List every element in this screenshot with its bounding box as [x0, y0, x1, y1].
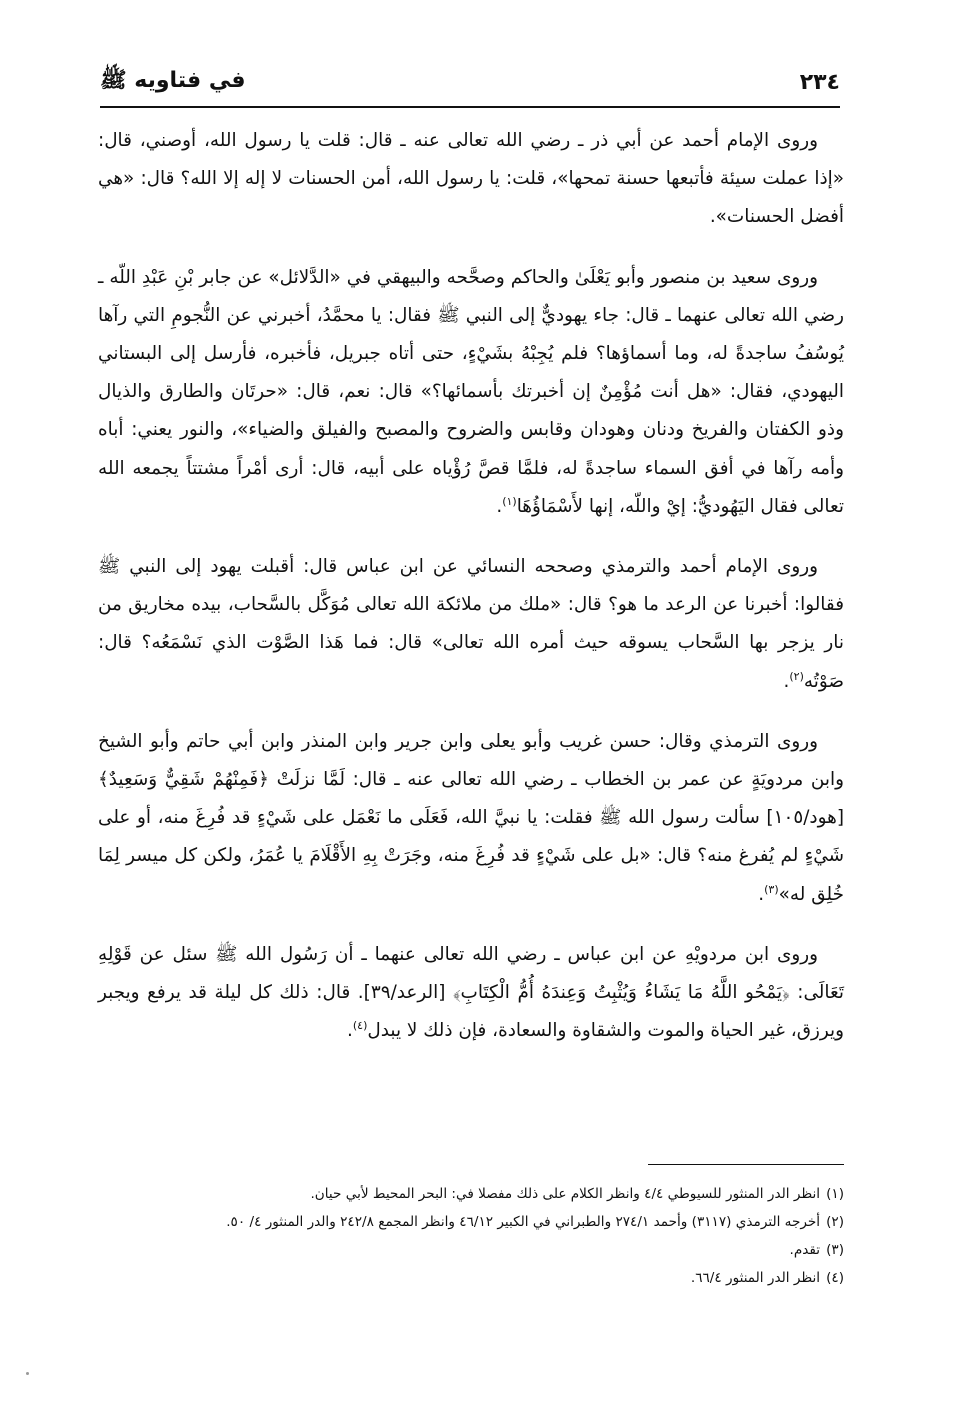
footnote-text: تقدم. [789, 1242, 821, 1258]
paragraph: وروى الترمذي وقال: حسن غريب وأبو يعلى وابن جرير وابن المنذر وابن أبي حاتم وأبو الشيخ وابن مردويَةٍ عن عمر بن الخطاب ـ رضي الله تعالى عنه ـ قال: لَمَّا نزلَتْ ﴿فَمِنْهُمْ شَقِيٌّ وَسَعِيدٌ﴾ [هود/١٠٥] سألت رسول الله ﷺ فقلت: يا نبيَّ الله، فَعَلَى ما نَعْمَل على شَيْءٍ قد فُرِغَ منه، أو على شَيْءٍ لم يُفرغ منه؟ قال: «بل على شَيْءٍ قد فُرِغَ منه، وجَرَتْ بِهِ الأَقْلَامَ يا عُمَرُ، ولكن كل ميسر لِمَا خُلِق له»$^{(٣)}$. [98, 730, 844, 905]
paragraph-text: وروى ابن مردويْهِ عن ابن عباس ـ رضي الله تعالى عنهما ـ أن رَسُول الله ﷺ سئل عن قَوْلِهِ تَعَالَى: ﴿يَمْحُو اللَّهُ مَا يَشَاءُ وَيُثْبِتُ وَعِندَهُ أُمُّ الْكِتَابِ﴾ [الرعد/٣٩]. قال: ذلك كل ليلة قد يرفع ويجبر ويرزق، غير الحياة والموت والشقاوة والسعادة، فإن ذلك لا يبدل [98, 943, 844, 1042]
paragraph: وروى الإمام أحمد والترمذي وصححه النسائي عن ابن عباس قال: أقبلت يهود إلى النبي ﷺ فقالوا: أخبرنا عن الرعد ما هو؟ قال: «ملك من ملائكة الله تعالى مُوَكَّل بالسَّحاب، بيده مخاريق من نار يزجر بها السَّحاب يسوقه حيث أمره الله تعالى» قال: فما هَذا الصَّوْت الذي نَسْمَعُه؟ قال: صَوْتُه$^{(٢)}$. [98, 556, 844, 692]
footnote-text: أخرجه الترمذي (٣١١٧) وأحمد ٢٧٤/١ والطبراني في الكبير ٤٦/١٢ وانظر المجمع ٢٤٢/٨ والدر المنثور ٤/ ٥٠. [226, 1214, 821, 1230]
footnote-divider [648, 1164, 844, 1165]
footnote-text: انظر الدر المنثور للسيوطي ٤/٤ وانظر الكلام على ذلك مفصلا في: البحر المحيط لأبي حيان. [310, 1186, 821, 1202]
footnote [98, 1264, 844, 1292]
scan-speck [26, 1372, 29, 1375]
footnote-number: (٤) [826, 1270, 844, 1286]
paragraph-text: وروى الإمام أحمد عن أبي ذر ـ رضي الله تعالى عنه ـ قال: قلت يا رسول الله، أوصني، قال: «إذا عملت سيئة فأتبعها حسنة تمحها»، قلت: يا رسول الله، أمن الحسنات لا إله إلا الله؟ قال: «هي أفضل الحسنات». [98, 130, 844, 228]
paragraph: وروى ابن مردويْهِ عن ابن عباس ـ رضي الله تعالى عنهما ـ أن رَسُول الله ﷺ سئل عن قَوْلِهِ تَعَالَى: ﴿يَمْحُو اللَّهُ مَا يَشَاءُ وَيُثْبِتُ وَعِندَهُ أُمُّ الْكِتَابِ﴾ [الرعد/٣٩]. قال: ذلك كل ليلة قد يرفع ويجبر ويرزق، غير الحياة والموت والشقاوة والسعادة، فإن ذلك لا يبدل$^{(٤)}$. [98, 943, 844, 1042]
paragraph-text: وروى الإمام أحمد والترمذي وصححه النسائي عن ابن عباس قال: أقبلت يهود إلى النبي ﷺ فقالوا: أخبرنا عن الرعد ما هو؟ قال: «ملك من ملائكة الله تعالى مُوَكَّل بالسَّحاب، بيده مخاريق من نار يزجر بها السَّحاب يسوقه حيث أمره الله تعالى» قال: فما هَذا الصَّوْت الذي نَسْمَعُه؟ قال: صَوْتُه [98, 556, 844, 692]
paragraph-text: وروى الترمذي وقال: حسن غريب وأبو يعلى وابن جرير وابن المنذر وابن أبي حاتم وأبو الشيخ وابن مردويَةٍ عن عمر بن الخطاب ـ رضي الله تعالى عنه ـ قال: لَمَّا نزلَتْ ﴿فَمِنْهُمْ شَقِيٌّ وَسَعِيدٌ﴾ [هود/١٠٥] سألت رسول الله ﷺ فقلت: يا نبيَّ الله، فَعَلَى ما نَعْمَل على شَيْءٍ قد فُرِغَ منه، أو على شَيْءٍ لم يُفرغ منه؟ قال: «بل على شَيْءٍ قد فُرِغَ منه، وجَرَتْ بِهِ الأَقْلَامَ يا عُمَرُ، ولكن كل ميسر لِمَا خُلِق له» [98, 730, 844, 905]
paragraph: وروى سعيد بن منصور وأبو يَعْلَىٰ والحاكم وصحَّحه والبيهقي في «الدَّلائل» عن جابر بْنِ عَبْدِ اللّه ـ رضي الله تعالى عنهما ـ قال: جاء يهوديٌّ إلى النبي ﷺ فقال: يا محمَّدُ، أخبرني عن النُّجومِ التي رآها يُوسُفُ ساجدةً له، وما أسماؤها؟ فلم يُجِبْهُ بشَيْءٍ، حتى أتاه جبريل، فأخبره، فأرسل إلى البستاني اليهودي، فقال: «هل أنت مُؤْمِنٌ إن أخبرتك بأسمائها؟» قال: نعم، قال: «حرتَان والطارق والذيال وذو الكفتان والفريخ ودنان وهودان وقابس والضروح والمصبح والفيلق والضياء»، والنور يعني: أباه وأمه رآها في أفق السماء ساجدةً له، فلمَّا قصَّ رُؤْياه على أبيه، قال: أرى أمْراً مشتتاً يجمعه الله تعالى فقال اليَهُوديُّ: إيْ واللّه، إنها لأَسْمَاؤُهَا$^{(١)}$. [98, 266, 844, 517]
paragraph [98, 122, 844, 237]
footnote-marker: (٤) [352, 1019, 368, 1033]
footnote [98, 1208, 844, 1236]
footnote-marker: (٣) [764, 882, 779, 896]
footnote-number: (٢) [826, 1214, 844, 1230]
footnote-text: انظر الدر المنثور ٦٦/٤. [690, 1270, 821, 1286]
running-title: في فتاويه ﷺ [100, 68, 246, 93]
paragraph-text: وروى سعيد بن منصور وأبو يَعْلَىٰ والحاكم وصحَّحه والبيهقي في «الدَّلائل» عن جابر بْنِ عَبْدِ اللّه ـ رضي الله تعالى عنهما ـ قال: جاء يهوديٌّ إلى النبي ﷺ فقال: يا محمَّدُ، أخبرني عن النُّجومِ التي رآها يُوسُفُ ساجدةً له، وما أسماؤها؟ فلم يُجِبْهُ بشَيْءٍ، حتى أتاه جبريل، فأخبره، فأرسل إلى البستاني اليهودي، فقال: «هل أنت مُؤْمِنٌ إن أخبرتك بأسمائها؟» قال: نعم، قال: «حرتَان والطارق والذيال وذو الكفتان والفريخ ودنان وهودان وقابس والضروح والمصبح والفيلق والضياء»، والنور يعني: أباه وأمه رآها في أفق السماء ساجدةً له، فلمَّا قصَّ رُؤْياه على أبيه، قال: أرى أمْراً مشتتاً يجمعه الله تعالى فقال اليَهُوديُّ: إيْ واللّه، إنها لأَسْمَاؤُهَا [98, 266, 844, 517]
footnote [98, 1236, 844, 1264]
main-text [98, 122, 844, 1050]
footnote-marker: (٢) [789, 669, 804, 683]
footnote-marker: (١) [502, 494, 517, 508]
page-number: ٢٣٤ [799, 69, 840, 95]
footnote [98, 1180, 844, 1208]
footnotes [98, 1180, 844, 1292]
page-header [100, 58, 840, 108]
footnote-number: (٣) [826, 1242, 844, 1258]
footnote-number: (١) [826, 1186, 844, 1202]
